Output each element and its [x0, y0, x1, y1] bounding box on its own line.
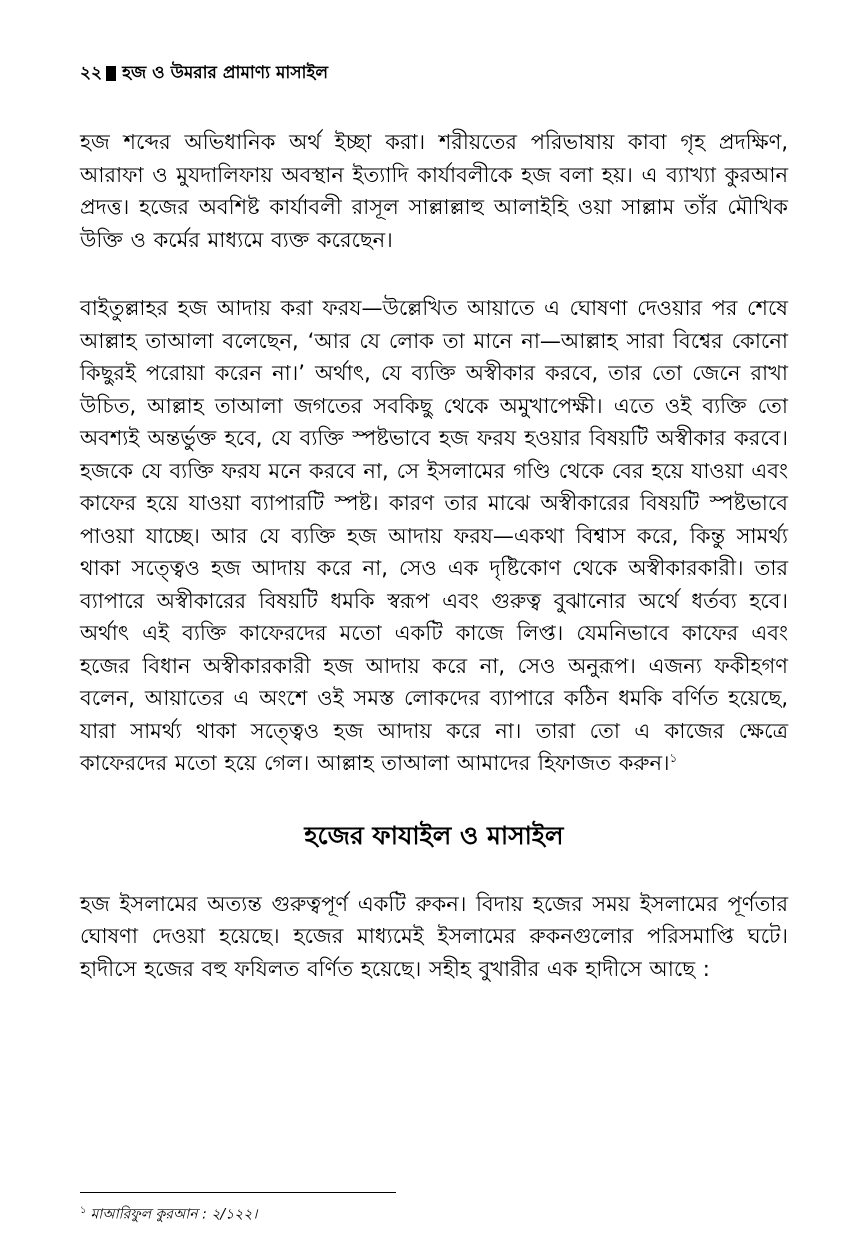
paragraph-virtues	[80, 888, 788, 986]
paragraph-definition	[80, 126, 788, 256]
book-title: হজ ও উমরার প্রামাণ্য মাসাইল	[122, 63, 328, 83]
paragraph-2-text: বাইতুল্লাহর হজ আদায় করা ফরয—উল্লেখিত আয়াতে এ ঘোষণা দেওয়ার পর শেষে আল্লাহ তাআলা বলেছেন, ‘আর যে লোক তা মানে না—আল্লাহ সারা বিশ্বের কোনো কিছুরই পরোয়া করেন না।’ অর্থাৎ, যে ব্যক্তি অস্বীকার করবে, তার তো জেনে রাখা উচিত, আল্লাহ তাআলা জগতের সবকিছু থেকে অমুখাপেক্ষী। এতে ওই ব্যক্তি তো অবশ্যই অন্তর্ভুক্ত হবে, যে ব্যক্তি স্পষ্টভাবে হজ ফরয হওয়ার বিষয়টি অস্বীকার করবে। হজকে যে ব্যক্তি ফরয মনে করবে না, সে ইসলামের গণ্ডি থেকে বের হয়ে যাওয়া এবং কাফের হয়ে যাওয়া ব্যাপারটি স্পষ্ট। কারণ তার মাঝে অস্বীকারের বিষয়টি স্পষ্টভাবে পাওয়া যাচ্ছে। আর যে ব্যক্তি হজ আদায় ফরয—একথা বিশ্বাস করে, কিন্তু সামর্থ্য থাকা সত্ত্বেও হজ আদায় করে না, সেও এক দৃষ্টিকোণ থেকে অস্বীকারকারী। তার ব্যাপারে অস্বীকারের বিষয়টি ধমকি স্বরূপ এবং গুরুত্ব বুঝানোর অর্থে ধর্তব্য হবে। অর্থাৎ এই ব্যক্তি কাফেরদের মতো একটি কাজে লিপ্ত। যেমনিভাবে কাফের এবং হজের বিধান অস্বীকারকারী হজ আদায় করে না, সেও অনুরূপ। এজন্য ফকীহগণ বলেন, আয়াতের এ অংশে ওই সমস্ত লোকদের ব্যাপারে কঠিন ধমকি বর্ণিত হয়েছে, যারা সামর্থ্য থাকা সত্ত্বেও হজ আদায় করে না। তারা তো এ কাজের ক্ষেত্রে কাফেরদের মতো হয়ে গেল। আল্লাহ তাআলা আমাদের হিফাজত করুন।	[80, 296, 788, 775]
page-content	[80, 60, 788, 985]
footnote-reference: ১	[669, 751, 678, 765]
footnote	[80, 1199, 257, 1227]
footnote-text: মাআরিফুল কুরআন : ২/১২২।	[90, 1206, 258, 1223]
paragraph-obligation	[80, 292, 788, 780]
running-header	[80, 60, 788, 86]
header-separator-block	[106, 66, 116, 81]
footnote-divider	[80, 1192, 396, 1193]
section-heading: হজের ফাযাইল ও মাসাইল	[304, 820, 564, 850]
footnote-number: ১	[80, 1205, 87, 1216]
page-number: ২২	[80, 63, 103, 83]
paragraph-3-text: হজ ইসলামের অত্যন্ত গুরুত্বপূর্ণ একটি রুকন। বিদায় হজের সময় ইসলামের পূর্ণতার ঘোষণা দেওয়া হয়েছে। হজের মাধ্যমেই ইসলামের রুকনগুলোর পরিসমাপ্তি ঘটে। হাদীসে হজের বহু ফযিলত বর্ণিত হয়েছে। সহীহ বুখারীর এক হাদীসে আছে :	[80, 891, 788, 981]
paragraph-1-text: হজ শব্দের অভিধানিক অর্থ ইচ্ছা করা। শরীয়তের পরিভাষায় কাবা গৃহ প্রদক্ষিণ, আরাফা ও মুযদালিফায় অবস্থান ইত্যাদি কার্যাবলীকে হজ বলা হয়। এ ব্যাখ্যা কুরআন প্রদত্ত। হজের অবশিষ্ট কার্যাবলী রাসূল সাল্লাল্লাহু আলাইহি ওয়া সাল্লাম তাঁর মৌখিক উক্তি ও কর্মের মাধ্যমে ব্যক্ত করেছেন।	[80, 130, 788, 252]
